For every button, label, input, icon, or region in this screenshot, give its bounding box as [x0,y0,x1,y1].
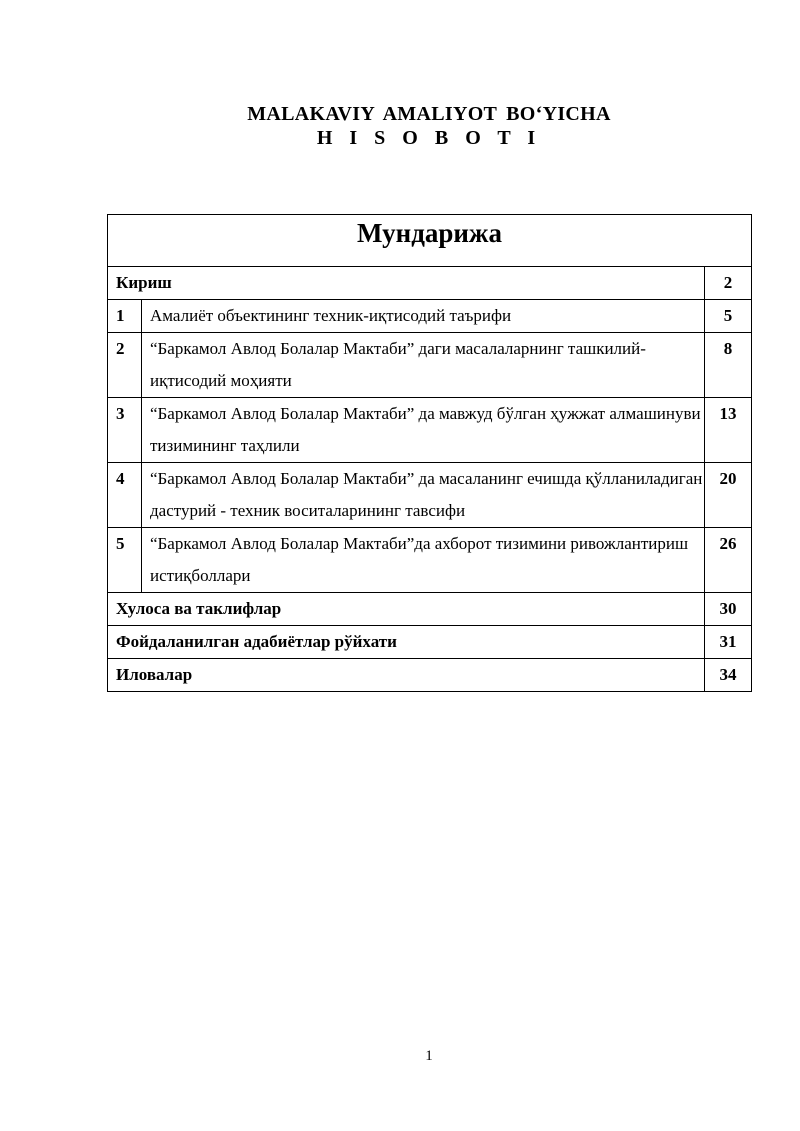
toc-row-appendices [108,659,752,692]
report-title-line-1: MALAKAVIY AMALIYOT BO‘YICHA [247,103,611,125]
toc-intro-label: Кириш [108,267,705,300]
toc-row-chapter-5 [108,528,752,593]
table-of-contents [107,214,752,692]
toc-chapter-page: 13 [705,398,752,463]
toc-references-label: Фойдаланилган адабиётлар рўйхати [108,626,705,659]
toc-heading-row [108,215,752,267]
toc-row-references [108,626,752,659]
toc-chapter-title: “Баркамол Авлод Болалар Мактаби” даги масалаларнинг ташкилий-иқтисодий моҳияти [142,333,705,398]
toc-row-chapter-3 [108,398,752,463]
toc-chapter-title: Амалиёт объектининг техник-иқтисодий таърифи [142,300,705,333]
toc-chapter-title: “Баркамол Авлод Болалар Мактаби” да мавжуд бўлган ҳужжат алмашинуви тизимининг таҳлили [142,398,705,463]
toc-chapter-page: 5 [705,300,752,333]
toc-chapter-title: “Баркамол Авлод Болалар Мактаби”да ахборот тизимини ривожлантириш истиқболлари [142,528,705,593]
toc-appendices-label: Иловалар [108,659,705,692]
toc-heading: Мундарижа [108,215,752,267]
toc-chapter-page: 8 [705,333,752,398]
toc-row-chapter-2 [108,333,752,398]
toc-row-intro [108,267,752,300]
toc-chapter-number: 3 [108,398,142,463]
toc-chapter-number: 2 [108,333,142,398]
toc-appendices-page: 34 [705,659,752,692]
toc-chapter-page: 26 [705,528,752,593]
toc-row-chapter-1 [108,300,752,333]
toc-chapter-number: 1 [108,300,142,333]
page-number: 1 [425,1048,433,1064]
toc-chapter-number: 4 [108,463,142,528]
report-title-line-2: H I S O B O T I [316,127,542,149]
toc-chapter-title: “Баркамол Авлод Болалар Мактаби” да масаланинг ечишда қўлланиладиган дастурий - техник воситаларининг тавсифи [142,463,705,528]
toc-conclusion-page: 30 [705,593,752,626]
toc-intro-page: 2 [705,267,752,300]
toc-conclusion-label: Хулоса ва таклифлар [108,593,705,626]
toc-row-conclusion [108,593,752,626]
toc-references-page: 31 [705,626,752,659]
toc-chapter-number: 5 [108,528,142,593]
report-title [0,102,800,150]
toc-row-chapter-4 [108,463,752,528]
toc-chapter-page: 20 [705,463,752,528]
